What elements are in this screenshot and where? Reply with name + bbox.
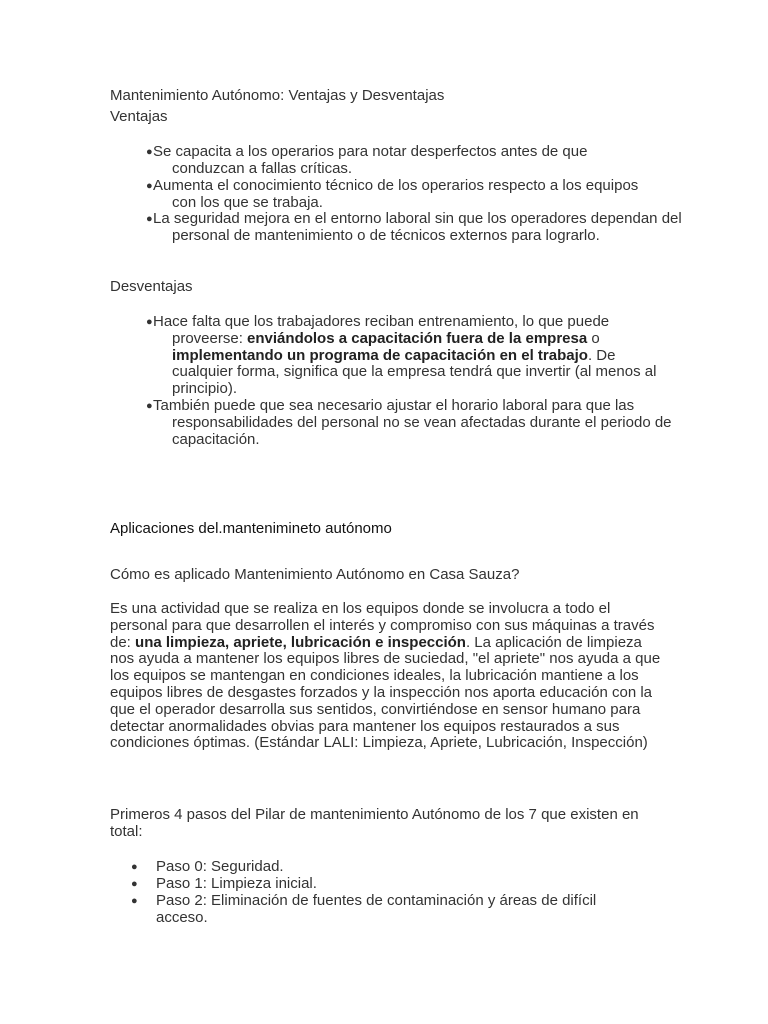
bold-phrase: una limpieza, apriete, lubricación e inspección: [135, 633, 466, 651]
list-item-text: Se capacita a los operarios para notar desperfectos antes de que conduzcan a fallas críticas.: [153, 143, 588, 177]
aplicaciones-paragraph: Es una actividad que se realiza en los equipos donde se involucra a todo el personal para que desarrollen el interés y compromiso con sus máquinas a través de: una limpieza, apriete, lubricación e inspección. La aplicación de limpieza nos ayuda a mantener los equipos libres de suciedad, "el apriete" nos ayuda a que los equipos se mantengan en condiciones ideales, la lubricación mantiene a los equipos libres de desgastes forzados y la inspección nos aporta educación con la que el operador desarrolla sus sentidos, convirtiéndose en sensor humano para detectar anormalidades obvias para mantener los equipos restaurados a sus condiciones óptimas. (Estándar LALI: Limpieza, Apriete, Lubricación, Inspección): [110, 600, 661, 752]
pasos-intro: Primeros 4 pasos del Pilar de mantenimiento Autónomo de los 7 que existen en total:: [110, 806, 639, 840]
ventajas-heading: Ventajas: [110, 108, 168, 125]
list-item: [131, 893, 751, 927]
list-item-text: Paso 1: Limpieza inicial.: [156, 875, 317, 892]
list-item-text: Paso 0: Seguridad.: [156, 858, 284, 875]
list-item-text: Paso 2: Eliminación de fuentes de contaminación y áreas de difícil acceso.: [156, 892, 597, 926]
list-item: [131, 859, 751, 876]
list-item-text: La seguridad mejora en el entorno laboral sin que los operadores dependan del personal de mantenimiento o de técnicos externos para lograrlo.: [153, 210, 682, 244]
document-title: Mantenimiento Autónomo: Ventajas y Desventajas: [110, 87, 445, 104]
list-item: [146, 144, 746, 178]
aplicaciones-heading: Aplicaciones del.mantenimineto autónomo: [110, 520, 392, 537]
bullet-icon: ●: [131, 878, 138, 890]
list-item: [146, 398, 746, 448]
list-item-text: Aumenta el conocimiento técnico de los operarios respecto a los equipos con los que se trabaja.: [153, 177, 639, 211]
bullet-icon: ●: [146, 400, 153, 412]
list-item-text: También puede que sea necesario ajustar el horario laboral para que las responsabilidades del personal no se vean afectadas durante el periodo de capacitación.: [153, 397, 672, 448]
bullet-icon: ●: [131, 861, 138, 873]
list-item-text: Hace falta que los trabajadores reciban entrenamiento, lo que puede proveerse: enviándolos a capacitación fuera de la empresa o implementando un programa de capacitación en el trabajo. De cualquier forma, significa que la empresa tendrá que invertir (al menos al principio).: [153, 313, 657, 398]
bold-phrase: implementando un programa de capacitación en el trabajo: [172, 346, 588, 364]
list-item: [131, 876, 751, 893]
list-item: [146, 314, 746, 398]
bullet-icon: ●: [146, 213, 153, 225]
bullet-icon: ●: [146, 316, 153, 328]
bullet-icon: ●: [131, 895, 138, 907]
aplicaciones-question: Cómo es aplicado Mantenimiento Autónomo en Casa Sauza?: [110, 566, 520, 583]
bullet-icon: ●: [146, 146, 153, 158]
bullet-icon: ●: [146, 180, 153, 192]
bold-phrase: enviándolos a capacitación fuera de la empresa: [247, 329, 588, 347]
list-item: [146, 211, 746, 245]
list-item: [146, 178, 746, 212]
desventajas-heading: Desventajas: [110, 278, 193, 295]
